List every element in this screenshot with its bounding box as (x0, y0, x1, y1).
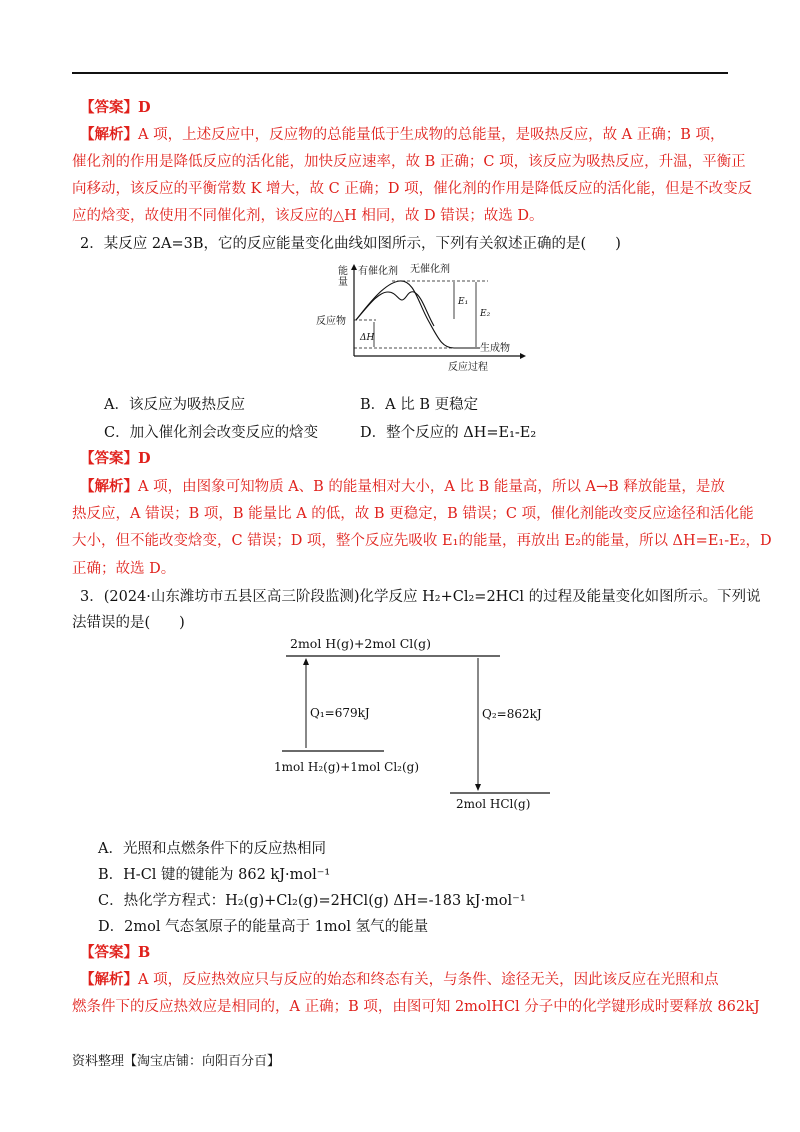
q3-option-d: D．2mol 气态氢原子的能量高于 1mol 氢气的能量 (98, 919, 429, 935)
q2-stem: 2．某反应 2A=3B，它的反应能量变化曲线如图所示，下列有关叙述正确的是( ) (80, 236, 621, 252)
answer-value: D (138, 99, 151, 116)
product-label: 生成物 (480, 343, 510, 354)
q3-explain-line: 【解析】A 项，反应热效应只与反应的始态和终态有关，与条件、途径无关，因此该反应在光照和点 (80, 971, 719, 988)
q2-option-d: D．整个反应的 ΔH=E₁-E₂ (360, 425, 537, 441)
q2-answer: 【答案】D (80, 450, 151, 467)
q1-label: Q₁=679kJ (310, 706, 370, 720)
q1-explain-line: 催化剂的作用是降低反应的活化能，加快反应速率，故 B 正确；C 项，该反应为吸热反应，升温，平衡正 (72, 154, 746, 170)
q2-option-c: C．加入催化剂会改变反应的焓变 (104, 425, 319, 441)
catalyst-label: 有催化剂 (358, 266, 398, 277)
q3-stem-cont: 法错误的是( ) (72, 615, 185, 631)
q3-stem: 3．(2024·山东潍坊市五县区高三阶段监测)化学反应 H₂+Cl₂=2HCl 的过程及能量变化如图所示。下列说 (80, 589, 761, 605)
q2-option-b: B．A 比 B 更稳定 (360, 397, 479, 413)
y-label-1: 能 (338, 266, 348, 277)
q3-option-c: C．热化学方程式：H₂(g)+Cl₂(g)=2HCl(g) ΔH=-183 kJ·mol⁻¹ (98, 893, 526, 909)
q3-energy-diagram (270, 632, 570, 812)
q3-answer: 【答案】B (80, 944, 151, 961)
q2-arrowhead (475, 784, 481, 791)
q1-arrowhead (303, 658, 309, 665)
top-level-label: 2mol H(g)+2mol Cl(g) (290, 636, 432, 651)
q2-energy-diagram (316, 262, 530, 374)
q3-option-a: A．光照和点燃条件下的反应热相同 (98, 841, 326, 857)
header-rule (72, 72, 728, 74)
x-axis-arrow (520, 353, 526, 359)
q3-option-b: B．H-Cl 键的键能为 862 kJ·mol⁻¹ (98, 867, 331, 883)
reactant-label: 反应物 (316, 316, 346, 327)
q2-explain-line: 正确；故选 D。 (72, 561, 176, 577)
q2-explain-line: 热反应，A 错误；B 项，B 能量比 A 的低，故 B 更稳定，B 错误；C 项，催化剂能改变反应途径和活化能 (72, 506, 754, 522)
q1-answer (80, 99, 151, 117)
q2-explain-line: 大小，但不能改变焓变，C 错误；D 项，整个反应先吸收 E₁的能量，再放出 E₂的能量，所以 ΔH=E₁-E₂，D (72, 533, 772, 549)
y-axis-arrow (351, 264, 357, 270)
q2-explain-line: 【解析】A 项，由图象可知物质 A、B 的能量相对大小，A 比 B 能量高，所以 A→B 释放能量，是放 (80, 478, 725, 495)
q3-explain-line: 燃条件下的反应热效应是相同的，A 正确；B 项，由图可知 2molHCl 分子中的化学键形成时要释放 862kJ (72, 999, 760, 1015)
x-axis-label: 反应过程 (448, 362, 488, 373)
answer-label: 【答案】 (80, 99, 138, 116)
q1-explain-line: 向移动，该反应的平衡常数 K 增大，故 C 正确；D 项，催化剂的作用是降低反应的活化能，但是不改变反 (72, 181, 753, 197)
q2-label: Q₂=862kJ (482, 707, 542, 721)
e1-label: E₁ (458, 297, 469, 307)
no-catalyst-label: 无催化剂 (410, 264, 450, 275)
footer-source: 资料整理【淘宝店铺：向阳百分百】 (72, 1054, 281, 1069)
curve-no-catalyst (356, 281, 480, 348)
mid-level-label: 1mol H₂(g)+1mol Cl₂(g) (274, 760, 420, 774)
bottom-level-label: 2mol HCl(g) (456, 797, 531, 811)
e2-label: E₂ (480, 309, 491, 319)
q2-option-a: A．该反应为吸热反应 (104, 397, 245, 413)
q1-explain-line: 应的焓变，故使用不同催化剂，该反应的△H 相同，故 D 错误；故选 D。 (72, 208, 544, 224)
dh-label: ΔH (360, 333, 375, 343)
q1-explain-line: 【解析】A 项，上述反应中，反应物的总能量低于生成物的总能量，是吸热反应，故 A 正确；B 项， (80, 126, 725, 143)
y-label-2: 量 (338, 277, 348, 288)
explain-label: 【解析】 (80, 126, 138, 143)
